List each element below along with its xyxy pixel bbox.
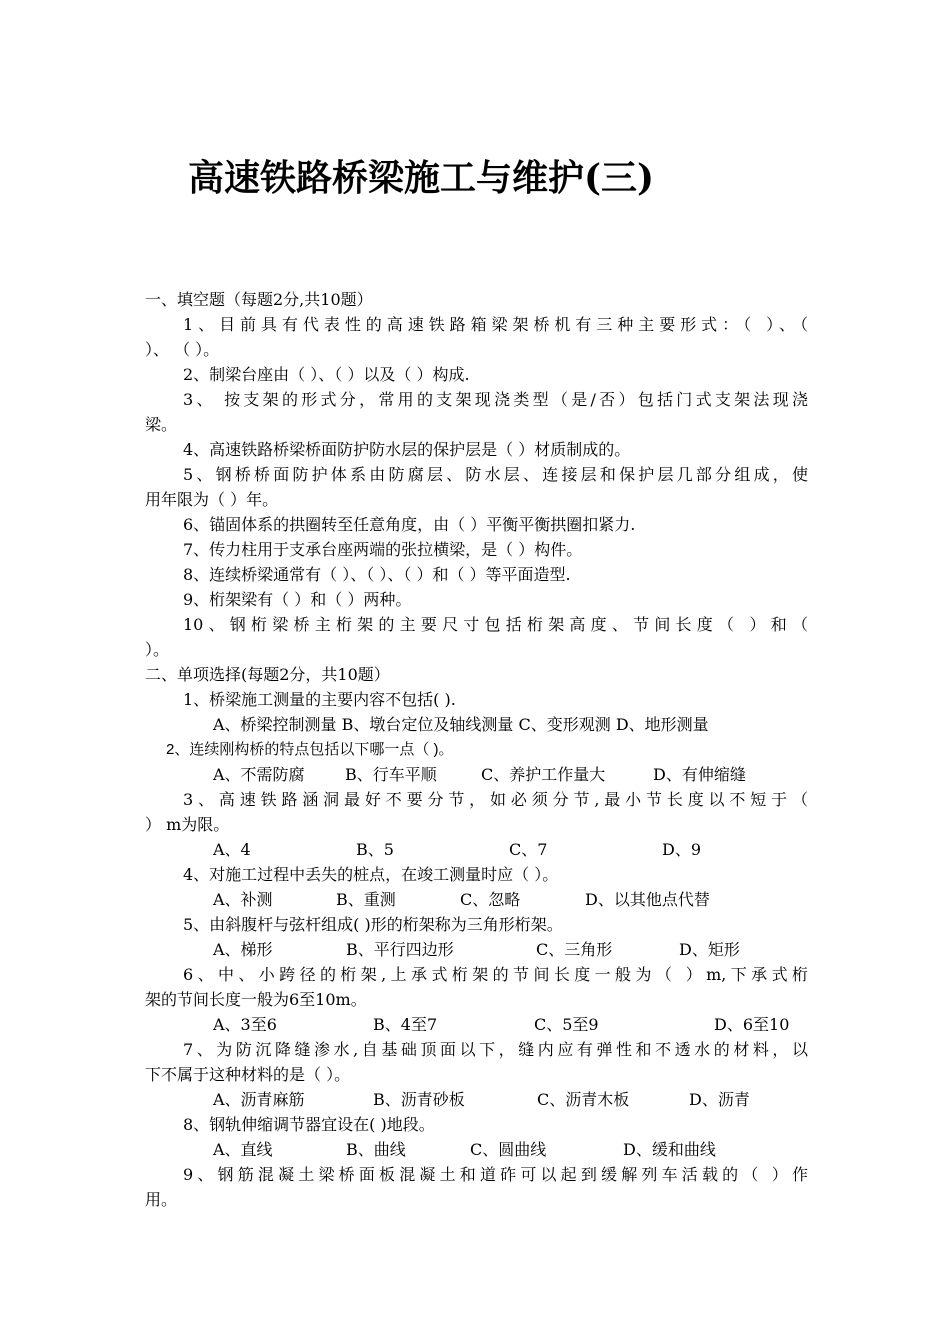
section-heading-choice: 二、单项选择(每题2分，共10题） [145,665,390,684]
option: D、沥青 [689,1090,750,1109]
fill-question-3: 3、 按支架的形式分，常用的支架现浇类型（是/否）包括门式支架法现浇 [183,390,808,409]
option: D、9 [662,840,702,859]
choice-question-3: 3、高速铁路涵洞最好不要分节，如必须分节,最小节长度以不短于（ [183,790,808,809]
fill-question-6: 6、锚固体系的拱圈转至任意角度，由（ ）平衡平衡拱圈扣紧力. [183,515,636,534]
choice-question-7: 7、为防沉降缝渗水,自基础顶面以下，缝内应有弹性和不透水的材料，以 [183,1040,808,1059]
page-title: 高速铁路桥梁施工与维护(三) [188,157,655,199]
choice-2-options [145,762,808,787]
choice-question-1: 1、桥梁施工测量的主要内容不包括( ). [183,690,456,709]
option: C、圆曲线 [470,1140,547,1159]
choice-question-6: 6、中、小跨径的桁架,上承式桁架的节间长度一般为（ ）m,下承式桁 [183,965,808,984]
option: A、不需防腐 [213,765,305,784]
fill-question-5-cont: 用年限为（ ）年。 [145,490,279,509]
option: C、养护工作量大 [481,765,606,784]
choice-7-options [145,1087,808,1112]
fill-question-2: 2、制梁台座由（ ）、（ ）以及（ ）构成. [183,365,470,384]
choice-question-3-cont: ） m为限。 [145,815,230,834]
choice-question-2: 2、连续刚构桥的特点包括以下哪一点（ )。 [166,741,454,758]
choice-question-4: 4、对施工过程中丢失的桩点，在竣工测量时应（ ）。 [183,865,559,884]
option: D、以其他点代替 [585,890,710,909]
choice-5-options [145,937,808,962]
choice-4-options [145,887,808,912]
option: B、曲线 [346,1140,406,1159]
option: B、重测 [336,890,396,909]
choice-question-8: 8、钢轨伸缩调节器宜设在( )地段。 [183,1115,435,1134]
fill-question-1-cont: ）、 （ ）。 [145,340,220,359]
choice-question-9: 9、钢筋混凝土梁桥面板混凝土和道砟可以起到缓解列车活载的（ ）作 [183,1165,808,1184]
option: D、有伸缩缝 [653,765,746,784]
option: B、平行四边形 [346,940,454,959]
option: D、6至10 [714,1015,790,1034]
option: B、行车平顺 [345,765,437,784]
option: B、4至7 [373,1015,438,1034]
option: A、3至6 [213,1015,277,1034]
option: B、沥青砂板 [373,1090,465,1109]
option: D、缓和曲线 [623,1140,716,1159]
option: A、补测 [213,890,273,909]
option: B、5 [356,840,394,859]
choice-question-7-cont: 下不属于这种材料的是（ ）。 [145,1065,351,1084]
fill-question-4: 4、高速铁路桥梁桥面防护防水层的保护层是（ ）材质制成的。 [183,440,631,459]
option: C、忽略 [460,890,521,909]
option: C、三角形 [536,940,613,959]
option: C、5至9 [534,1015,599,1034]
option: C、沥青木板 [537,1090,630,1109]
option: A、4 [213,840,251,859]
option: A、沥青麻筋 [213,1090,305,1109]
choice-3-options [145,837,808,862]
choice-6-options [145,1012,808,1037]
fill-question-10-cont: ）。 [145,640,170,659]
fill-question-3-cont: 梁。 [145,415,178,434]
option: C、7 [509,840,548,859]
choice-1-options: A、桥梁控制测量 B、墩台定位及轴线测量 C、变形观测 D、地形测量 [213,715,709,734]
fill-question-10: 10、钢桁梁桥主桁架的主要尺寸包括桁架高度、节间长度（ ）和（ [183,615,808,634]
option: A、直线 [213,1140,273,1159]
choice-8-options [145,1137,808,1162]
choice-question-6-cont: 架的节间长度一般为6至10m。 [145,990,367,1009]
section-heading-fill-in: 一、填空题（每题2分,共10题） [145,290,373,309]
choice-question-9-cont: 用。 [145,1190,178,1209]
fill-question-1: 1、目前具有代表性的高速铁路箱梁架桥机有三种主要形式：（ ）、（ [183,315,808,334]
fill-question-5: 5、钢桥桥面防护体系由防腐层、防水层、连接层和保护层几部分组成，使 [183,465,808,484]
exam-content [145,287,808,1212]
option: A、梯形 [213,940,273,959]
choice-question-5: 5、由斜腹杆与弦杆组成( )形的桁架称为三角形桁架。 [183,915,563,934]
fill-question-9: 9、桁架梁有（ ）和（ ）两种。 [183,590,412,609]
option: D、矩形 [679,940,740,959]
fill-question-7: 7、传力柱用于支承台座两端的张拉横梁，是（ ）构件。 [183,540,583,559]
fill-question-8: 8、连续桥梁通常有（ ）、（ ）、（ ）和（ ）等平面造型. [183,565,571,584]
